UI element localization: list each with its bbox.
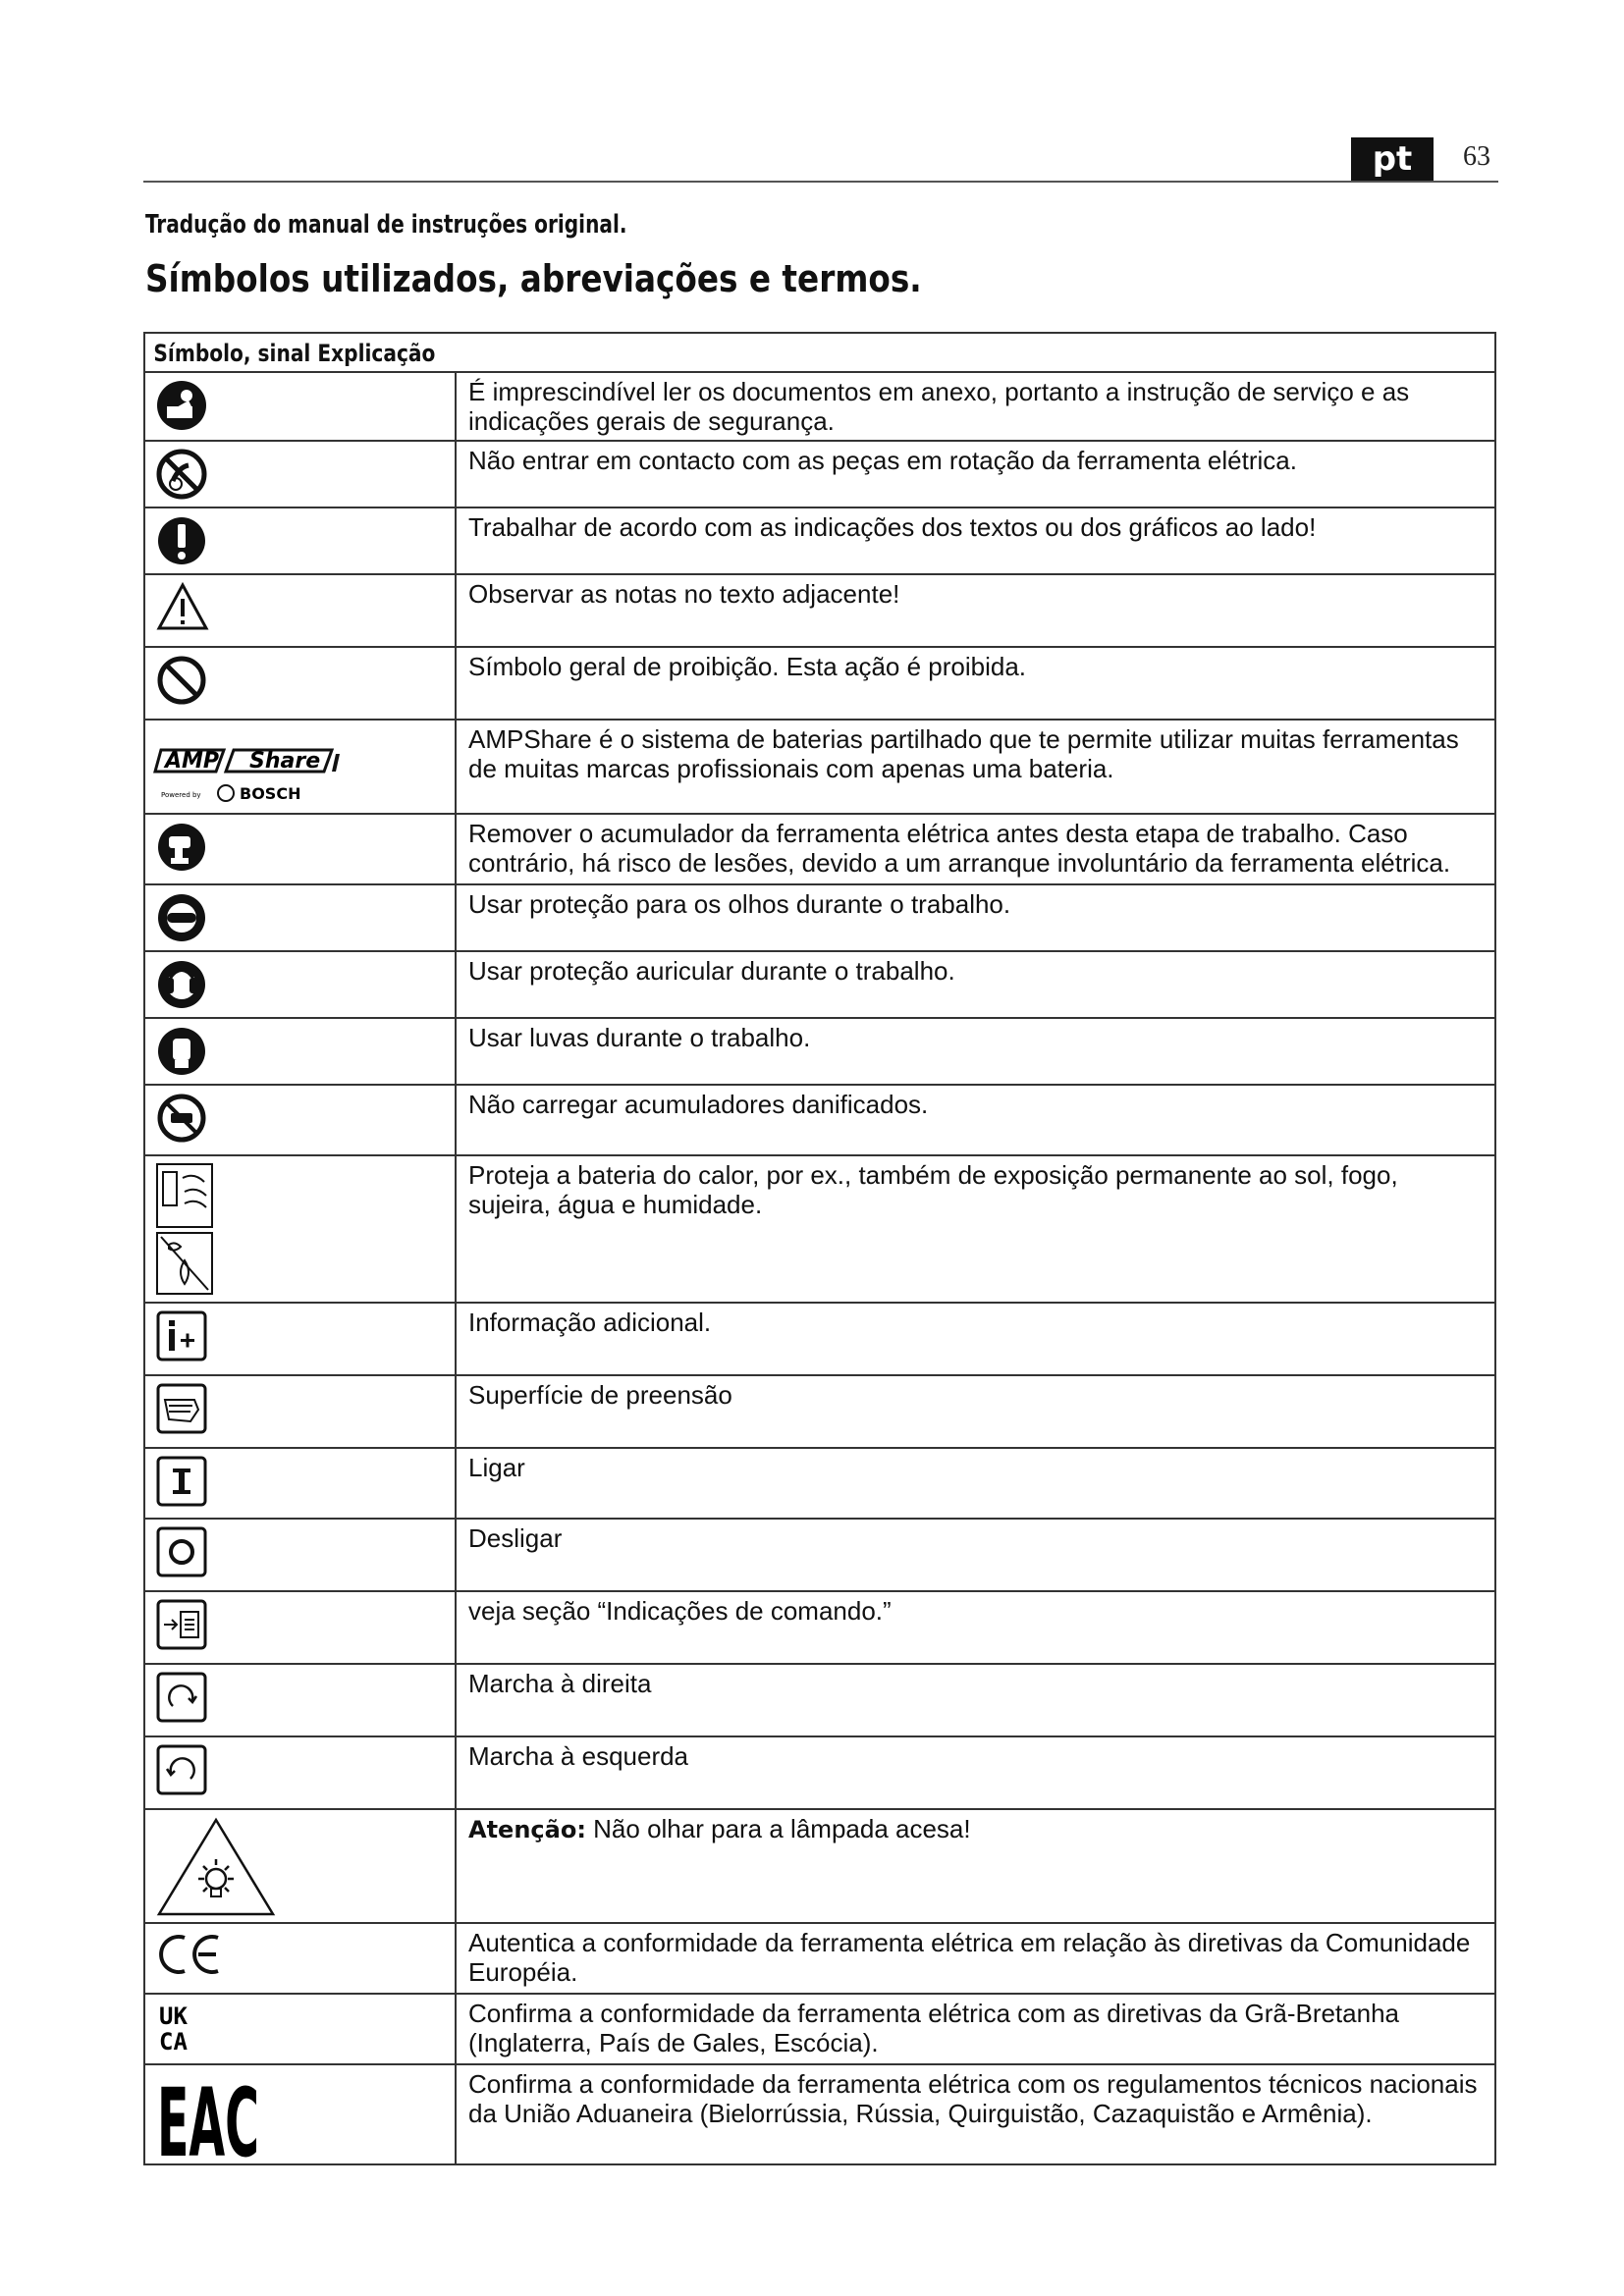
remove-battery-icon (155, 821, 208, 874)
table-row (144, 1809, 1495, 1923)
symbol-cell (144, 1375, 456, 1448)
header-rule (143, 181, 1498, 183)
explanation-cell: Desligar (456, 1519, 1495, 1591)
table-row (144, 2064, 1495, 2164)
explanation-cell: Superfície de preensão (456, 1375, 1495, 1448)
explanation-cell: É imprescindível ler os documentos em anexo, portanto a instrução de serviço e as indicações gerais de segurança. (456, 372, 1495, 441)
table-row (144, 1155, 1495, 1303)
symbol-cell (144, 1809, 456, 1923)
exclamation-icon (155, 514, 208, 567)
symbol-cell (144, 720, 456, 814)
table-row (144, 647, 1495, 720)
eye-protection-icon (155, 891, 208, 944)
table-row (144, 441, 1495, 507)
explanation-cell: Não entrar em contacto com as peças em rotação da ferramenta elétrica. (456, 441, 1495, 507)
explanation-cell: Símbolo geral de proibição. Esta ação é proibida. (456, 647, 1495, 720)
ce-mark-icon (155, 1930, 224, 1979)
symbol-cell (144, 2064, 456, 2178)
ukca-mark-icon (155, 2001, 204, 2056)
lamp-warning-icon (155, 1816, 277, 1918)
symbol-cell (144, 441, 456, 507)
header-symbol: Símbolo, sinal (153, 340, 311, 367)
table-row (144, 507, 1495, 574)
page-title: Símbolos utilizados, abreviações e termos. (145, 257, 922, 300)
symbol-cell (144, 1994, 456, 2064)
table-row (144, 1375, 1495, 1448)
ampshare-amp-text: AMP (165, 749, 220, 774)
symbol-cell (144, 814, 456, 884)
grip-surface-icon (155, 1382, 208, 1435)
symbol-cell (144, 1085, 456, 1155)
table-row (144, 372, 1495, 441)
symbol-cell (144, 1923, 456, 1994)
explanation-cell: Remover o acumulador da ferramenta elétrica antes desta etapa de trabalho. Caso contrário, há risco de lesões, devido a um arranque involuntário da ferramenta elétrica. (456, 814, 1495, 884)
attention-text: Não olhar para a lâmpada acesa! (585, 1814, 971, 1843)
explanation-cell: Usar proteção para os olhos durante o trabalho. (456, 884, 1495, 951)
explanation-cell: Proteja a bateria do calor, por ex., também de exposição permanente ao sol, fogo, sujeira, água e humidade. (456, 1155, 1495, 1303)
explanation-cell: veja seção “Indicações de comando.” (456, 1591, 1495, 1664)
explanation-cell: Não carregar acumuladores danificados. (456, 1085, 1495, 1155)
language-badge: pt (1351, 137, 1434, 181)
symbol-cell (144, 1664, 456, 1736)
no-charge-damaged-battery-icon (155, 1092, 208, 1145)
page-number: 63 (1463, 141, 1490, 172)
ampshare-share-text: Share (249, 749, 321, 774)
switch-on-icon (155, 1455, 208, 1508)
warning-triangle-icon (155, 581, 210, 634)
read-manual-icon (155, 379, 208, 432)
symbol-cell (144, 884, 456, 951)
explanation-cell: Confirma a conformidade da ferramenta elétrica com as diretivas da Grã-Bretanha (Inglaterra, País de Gales, Escócia). (456, 1994, 1495, 2064)
clockwise-icon (155, 1671, 208, 1724)
symbol-cell (144, 1155, 456, 1303)
ukca-line1: UK (159, 2002, 188, 2030)
battery-heat-protection-icon (155, 1162, 218, 1296)
table-row (144, 720, 1495, 814)
table-row (144, 1591, 1495, 1664)
table-row (144, 1448, 1495, 1519)
explanation-cell: Trabalhar de acordo com as indicações dos textos ou dos gráficos ao lado! (456, 507, 1495, 574)
ampshare-brand-text: BOSCH (240, 784, 301, 803)
explanation-cell: Observar as notas no texto adjacente! (456, 574, 1495, 647)
counterclockwise-icon (155, 1743, 208, 1796)
symbol-cell (144, 372, 456, 441)
explanation-cell: Marcha à direita (456, 1664, 1495, 1736)
ampshare-logo-icon (155, 726, 352, 805)
no-touch-rotating-icon (155, 448, 208, 501)
prohibition-icon (155, 654, 208, 707)
symbol-cell (144, 647, 456, 720)
table-row (144, 884, 1495, 951)
table-row (144, 1664, 1495, 1736)
switch-off-icon (155, 1525, 208, 1578)
header-explanation: Explicação (317, 340, 436, 367)
table-row (144, 574, 1495, 647)
table-header-row (144, 333, 1495, 372)
table-row (144, 1303, 1495, 1375)
symbol-cell (144, 1448, 456, 1519)
explanation-cell: Usar luvas durante o trabalho. (456, 1018, 1495, 1085)
table-row (144, 814, 1495, 884)
symbol-cell (144, 1591, 456, 1664)
table-row (144, 1994, 1495, 2064)
ear-protection-icon (155, 958, 208, 1011)
explanation-cell: Usar proteção auricular durante o trabalho. (456, 951, 1495, 1018)
explanation-cell: Autentica a conformidade da ferramenta elétrica em relação às diretivas da Comunidade Européia. (456, 1923, 1495, 1994)
ukca-line2: CA (159, 2028, 188, 2056)
symbol-cell (144, 951, 456, 1018)
table-row (144, 1018, 1495, 1085)
symbol-cell (144, 1519, 456, 1591)
table-row (144, 1519, 1495, 1591)
symbol-cell (144, 1736, 456, 1809)
table-header-label (145, 334, 435, 367)
explanation-cell: Ligar (456, 1448, 1495, 1519)
table-row (144, 1085, 1495, 1155)
info-plus-icon (155, 1309, 208, 1362)
table-row (144, 951, 1495, 1018)
see-section-icon (155, 1598, 208, 1651)
symbols-table (143, 332, 1496, 2178)
explanation-cell: Confirma a conformidade da ferramenta elétrica com os regulamentos técnicos nacionais da União Aduaneira (Bielorrússia, Rússia, Quirguistão, Cazaquistão e Armênia). (456, 2064, 1495, 2164)
explanation-cell: Marcha à esquerda (456, 1736, 1495, 1809)
explanation-cell: AMPShare é o sistema de baterias partilhado que te permite utilizar muitas ferramentas de muitas marcas profissionais com apenas uma bateria. (456, 720, 1495, 814)
explanation-cell (456, 1809, 1495, 1923)
document-subtitle: Tradução do manual de instruções original. (145, 210, 627, 240)
symbol-cell (144, 507, 456, 574)
ampshare-powered-text: Powered by (161, 791, 201, 799)
attention-label: Atenção: (468, 1816, 586, 1843)
symbol-cell (144, 1018, 456, 1085)
eac-mark-icon (155, 2068, 263, 2178)
symbol-cell (144, 574, 456, 647)
symbol-cell (144, 1303, 456, 1375)
table-header (144, 333, 1495, 372)
table-row (144, 1736, 1495, 1809)
table-row (144, 1923, 1495, 1994)
explanation-cell: Informação adicional. (456, 1303, 1495, 1375)
gloves-icon (155, 1025, 208, 1078)
eac-mark-text: EAC (157, 2068, 259, 2178)
